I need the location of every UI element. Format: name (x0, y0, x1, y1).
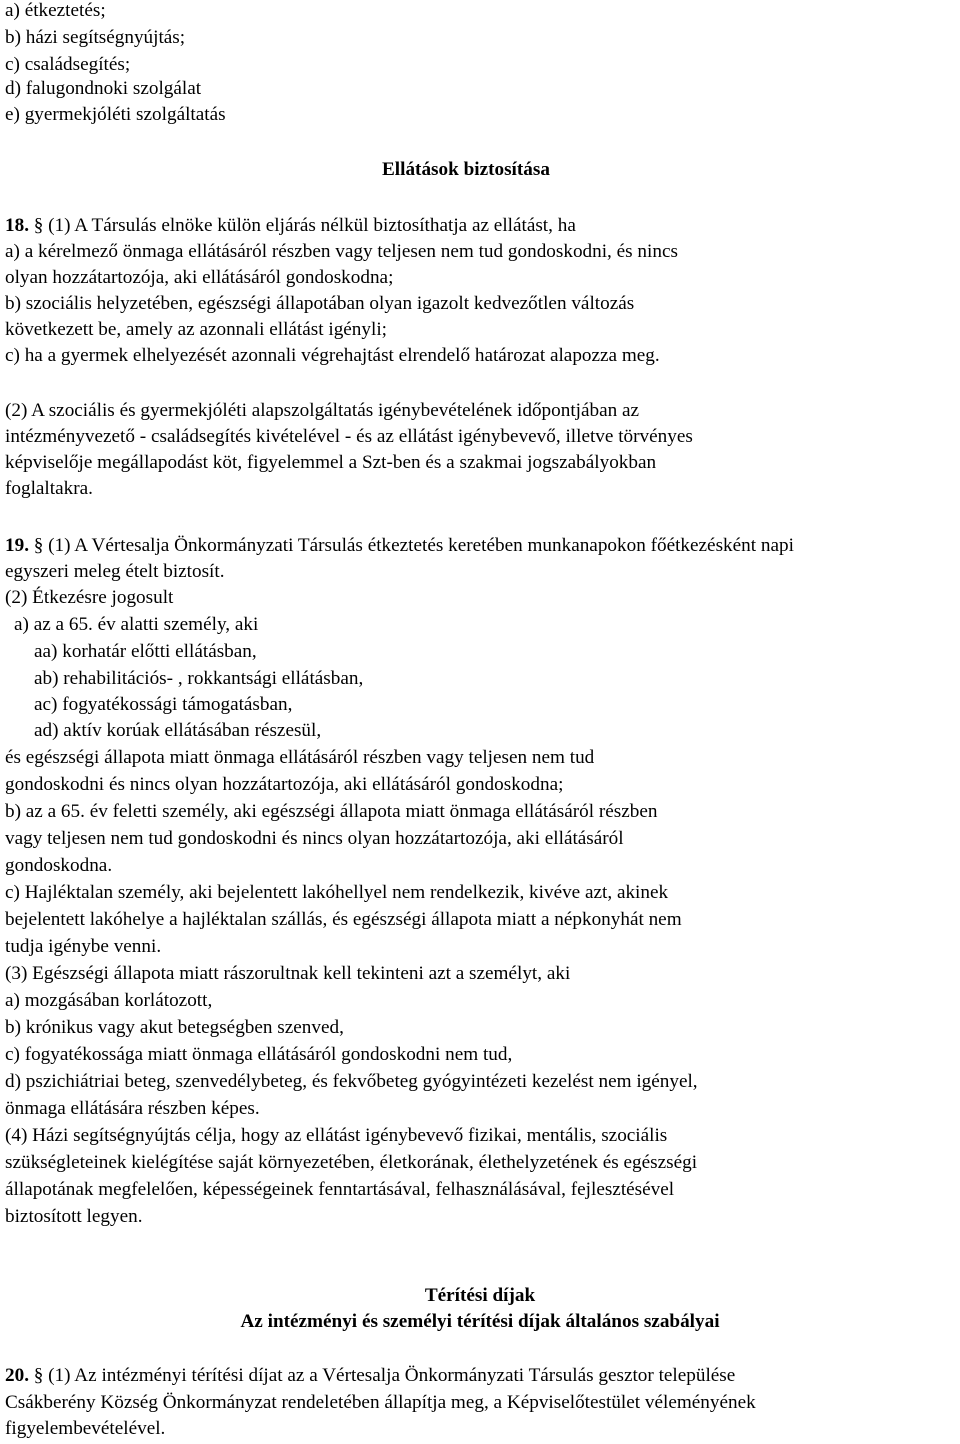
list-item: b) házi segítségnyújtás; (5, 27, 186, 48)
text-line: olyan hozzátartozója, aki ellátásáról gondoskodna; (5, 267, 394, 288)
list-item: d) falugondnoki szolgálat (5, 78, 202, 99)
text-line: gondoskodna. (5, 855, 113, 876)
text-line: biztosított legyen. (5, 1206, 143, 1227)
text-line: (2) Étkezésre jogosult (5, 587, 174, 608)
text-line: ac) fogyatékossági támogatásban, (34, 694, 293, 715)
section-sign: § (33, 215, 44, 236)
text-line: ad) aktív korúak ellátásában részesül, (34, 720, 322, 741)
list-item: e) gyermekjóléti szolgáltatás (5, 104, 226, 125)
paragraph-text: (1) Az intézményi térítési díjat az a Vértesalja Önkormányzati Társulás gesztor települése (48, 1365, 736, 1386)
paragraph-text: (1) A Társulás elnöke külön eljárás nélkül biztosíthatja az ellátást, ha (48, 215, 576, 236)
text-line: ab) rehabilitációs- , rokkantsági ellátásban, (34, 668, 364, 689)
text-line: foglaltakra. (5, 478, 93, 499)
paragraph-number: 18. (5, 215, 29, 236)
section-sign: § (33, 1365, 44, 1386)
text-line: b) krónikus vagy akut betegségben szenved, (5, 1017, 344, 1038)
paragraph-18-first-line (5, 213, 576, 239)
list-item: c) családsegítés; (5, 54, 131, 75)
text-line: b) szociális helyzetében, egészségi állapotában olyan igazolt kedvezőtlen változás (5, 293, 635, 314)
text-line: a) az a 65. év alatti személy, aki (14, 614, 259, 635)
text-line: Csákberény Község Önkormányzat rendeletében állapítja meg, a Képviselőtestület véleményének (5, 1392, 756, 1413)
text-line: aa) korhatár előtti ellátásban, (34, 641, 257, 662)
section-sign: § (33, 535, 44, 556)
text-line: bejelentett lakóhelye a hajléktalan szállás, és egészségi állapota miatt a népkonyhát nem (5, 909, 682, 930)
paragraph-number: 20. (5, 1365, 29, 1386)
text-line: c) fogyatékossága miatt önmaga ellátásáról gondoskodni nem tud, (5, 1044, 513, 1065)
text-line: gondoskodni és nincs olyan hozzátartozója, aki ellátásáról gondoskodna; (5, 774, 564, 795)
text-line: állapotának megfelelően, képességeinek fenntartásával, felhasználásával, fejlesztésével (5, 1179, 675, 1200)
text-line: intézményvezető - családsegítés kivételével - és az ellátást igénybevevő, illetve törvényes (5, 426, 693, 447)
text-line: c) Hajléktalan személy, aki bejelentett lakóhellyel nem rendelkezik, kivéve azt, akinek (5, 882, 669, 903)
text-line: következett be, amely az azonnali ellátást igényli; (5, 319, 387, 340)
text-line: a) a kérelmező önmaga ellátásáról részben vagy teljesen nem tud gondoskodni, és nincs (5, 241, 678, 262)
text-line: tudja igénybe venni. (5, 936, 162, 957)
text-line: c) ha a gyermek elhelyezését azonnali végrehajtást elrendelő határozat alapozza meg. (5, 345, 660, 366)
section-heading: Ellátások biztosítása (382, 159, 550, 180)
text-line: szükségleteinek kielégítése saját környezetében, életkorának, élethelyzetének és egészségi (5, 1152, 698, 1173)
text-line: (3) Egészségi állapota miatt rászorultnak kell tekinteni azt a személyt, aki (5, 963, 571, 984)
text-line: önmaga ellátására részben képes. (5, 1098, 260, 1119)
text-line: figyelembevételével. (5, 1418, 166, 1439)
text-line: (2) A szociális és gyermekjóléti alapszolgáltatás igénybevételének időpontjában az (5, 400, 640, 421)
section-subtitle: Az intézményi és személyi térítési díjak általános szabályai (240, 1311, 720, 1332)
text-line: (4) Házi segítségnyújtás célja, hogy az ellátást igénybevevő fizikai, mentális, szociális (5, 1125, 668, 1146)
paragraph-text: (1) A Vértesalja Önkormányzati Társulás étkeztetés keretében munkanapokon főétkezésként napi (48, 535, 794, 556)
text-line: képviselője megállapodást köt, figyelemmel a Szt-ben és a szakmai jogszabályokban (5, 452, 657, 473)
list-item: a) étkeztetés; (5, 0, 106, 21)
section-title: Térítési díjak (424, 1285, 536, 1306)
text-line: b) az a 65. év feletti személy, aki egészségi állapota miatt önmaga ellátásáról részben (5, 801, 658, 822)
text-line: egyszeri meleg ételt biztosít. (5, 561, 225, 582)
paragraph-20-first-line (5, 1363, 735, 1389)
text-line: és egészségi állapota miatt önmaga ellátásáról részben vagy teljesen nem tud (5, 747, 595, 768)
paragraph-number: 19. (5, 535, 29, 556)
paragraph-19-first-line (5, 533, 794, 559)
text-line: d) pszichiátriai beteg, szenvedélybeteg, és fekvőbeteg gyógyintézeti kezelést nem igényel, (5, 1071, 698, 1092)
text-line: a) mozgásában korlátozott, (5, 990, 213, 1011)
text-line: vagy teljesen nem tud gondoskodni és nincs olyan hozzátartozója, aki ellátásáról (5, 828, 624, 849)
